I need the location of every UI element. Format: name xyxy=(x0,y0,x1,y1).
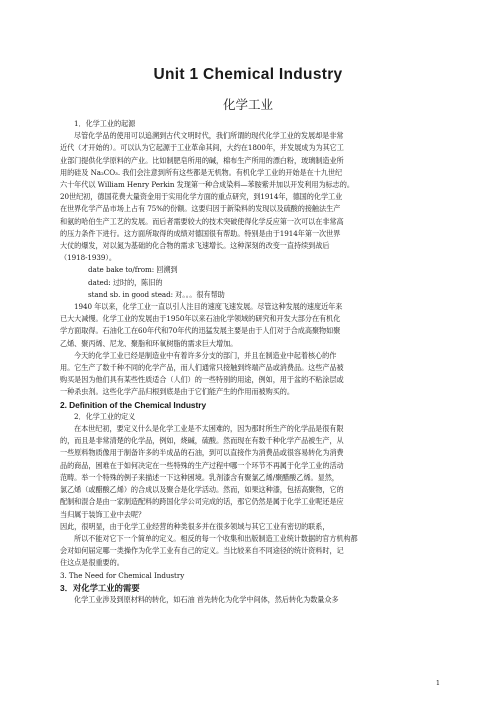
paragraph-line: 尽管化学品的使用可以追溯到古代文明时代，我们所谓的现代化学工业的发展却是非常 xyxy=(74,131,344,141)
paragraph-line: 范畴。举一个特殊的例子来描述一下这种困境。乳剂漆含有聚氯乙烯/聚醋酸乙烯。显然， xyxy=(60,472,339,482)
paragraph-line: 和氨的哈伯生产工艺的发展。而后者需要较大的技术突破使得化学反应第一次可以在非常高 xyxy=(60,216,344,226)
paragraph-line: 在本世纪初，要定义什么是化学工业是不太困难的，因为那时所生产的化学品是很有限 xyxy=(74,424,344,434)
paragraph-line: 购买是因为他们具有某些性质适合（人们）的一些特别的用途，例如，用于盆的不粘涂层或 xyxy=(60,375,344,385)
paragraph-line: 一些原料物质像用于制备许多的半成品的石油，到可以直接作为消费品或很容易转化为消费 xyxy=(60,448,344,458)
paragraph-line: 在世界化学产品市场上占有 75%的份额。这要归因于新染料的发现以及硫酸的接触法生产 xyxy=(60,204,341,214)
paragraph-line: 会对如何届定哪一类操作为化学工业有自己的定义。当比较来自不同途径的统计资料时，记 xyxy=(60,546,344,556)
paragraph-line: 20世纪初，德国花费大量资金用于实用化学方面的重点研究，到1914年，德国的化学工业 xyxy=(60,192,343,202)
paragraph-line: 1940 年以来，化学工业一直以引人注目的速度飞速发展。尽管这种发展的速度近年来 xyxy=(74,302,343,312)
glossary-item: date bake to/from: 回溯到 xyxy=(88,265,178,275)
paragraph-line: 近代（才开始的）。可以认为它起源于工业革命其间，大约在1800年，并发展成为为其它工 xyxy=(60,143,344,153)
section-heading-en: 2. Definition of the Chemical Industry xyxy=(60,399,207,410)
paragraph-line: 大仗的爆发，对以氮为基础的化合物的需求飞速增长。这种深刻的改变一直持续到战后 xyxy=(60,241,330,251)
paragraph-line: 所以不能对它下一个简单的定义。相反的每一个收集和出版制造工业统计数据的官方机构都 xyxy=(74,533,358,543)
unit-title: Unit 1 Chemical Industry xyxy=(153,66,343,83)
glossary-item: dated: 过时的，陈旧的 xyxy=(88,277,163,287)
paragraph-line: 学方面取得。石油化工在60年代和70年代的迅猛发展主要是由于人们对于合成高聚物如聚 xyxy=(60,326,341,336)
paragraph-line: 3. The Need for Chemical Industry xyxy=(60,570,185,580)
section-heading-cn: 1．化学工业的起源 xyxy=(74,119,136,128)
document-body xyxy=(60,118,435,606)
paragraph-line: 配制和混合是由一家制造配料的跨国化学公司完成的话，那它仍然是属于化学工业呢还是应 xyxy=(60,497,344,507)
paragraph-line: （1918-1939）。 xyxy=(60,253,117,263)
paragraph-line: 今天的化学工业已经是制造业中有着许多分支的部门，并且在制造业中起着核心的作 xyxy=(74,350,337,360)
paragraph-line: 品的商品，困难在于如何决定在一些特殊的生产过程中哪一个环节不再属于化学工业的活动 xyxy=(60,460,344,470)
section-heading-cn: 2．化学工业的定义 xyxy=(74,411,136,421)
paragraph-line: 用。它生产了数千种不同的化学产品，而人们通常只接触到终端产品或消费品。这些产品被 xyxy=(60,363,344,373)
paragraph-line: 六十年代以 William Henry Perkin 发现第一种合成染料—苯胺紫并加以开发利用为标志的。 xyxy=(60,180,354,190)
paragraph-line: 住这点是很重要的。 xyxy=(60,558,124,568)
paragraph-line: 的压力条件下进行。这方面所取得的成绩对德国很有帮助。特别是由于1914年第一次世界 xyxy=(60,228,341,238)
paragraph-line: 乙烯、聚丙烯、尼龙、聚脂和环氧树脂的需求巨大增加。 xyxy=(60,338,238,348)
glossary-item: stand sb. in good stead: 对。。。很有帮助 xyxy=(88,289,225,299)
paragraph-line: 氯乙烯（或醋酸乙烯）的合成以及聚合是化学活动。然而，如果这种漆，包括高聚物，它的 xyxy=(60,485,344,495)
paragraph-line: 因此，很明显，由于化学工业经营的种类很多并在很多领域与其它工业有密切的联系， xyxy=(60,521,330,531)
unit-subtitle: 化学工业 xyxy=(222,97,273,112)
paragraph-line: 已大大减慢。化学工业的发展由于1950年以来石油化学领域的研究和开发大部分在有机化 xyxy=(60,314,341,324)
section-heading-en: 3．对化学工业的需要 xyxy=(60,582,140,593)
section-heading-cn: 化学工业涉及到原材料的转化，如石油 首先转化为化学中间体，然后转化为数量众多 xyxy=(74,594,339,604)
paragraph-line: 当归属于装饰工业中去呢？ xyxy=(60,509,146,519)
page-number: 1 xyxy=(435,679,440,687)
paragraph-line: 的，而且是非常清楚的化学品，例如，烧碱，硫酸。然而现在有数千种化学产品被生产，从 xyxy=(60,436,344,446)
paragraph-line: 用的硅及 Na₂CO₃. 我们会注意到所有这些都是无机物。有机化学工业的开始是在十九世纪 xyxy=(60,167,343,177)
paragraph-line: 业部门提供化学原料的产业。比如制肥皂所用的碱，棉布生产所用的漂白粉，玻璃制造业所 xyxy=(60,155,344,165)
paragraph-line: 一种杀虫剂。这些化学产品归根到底是由于它们能产生的作用而被购买的。 xyxy=(60,387,294,397)
